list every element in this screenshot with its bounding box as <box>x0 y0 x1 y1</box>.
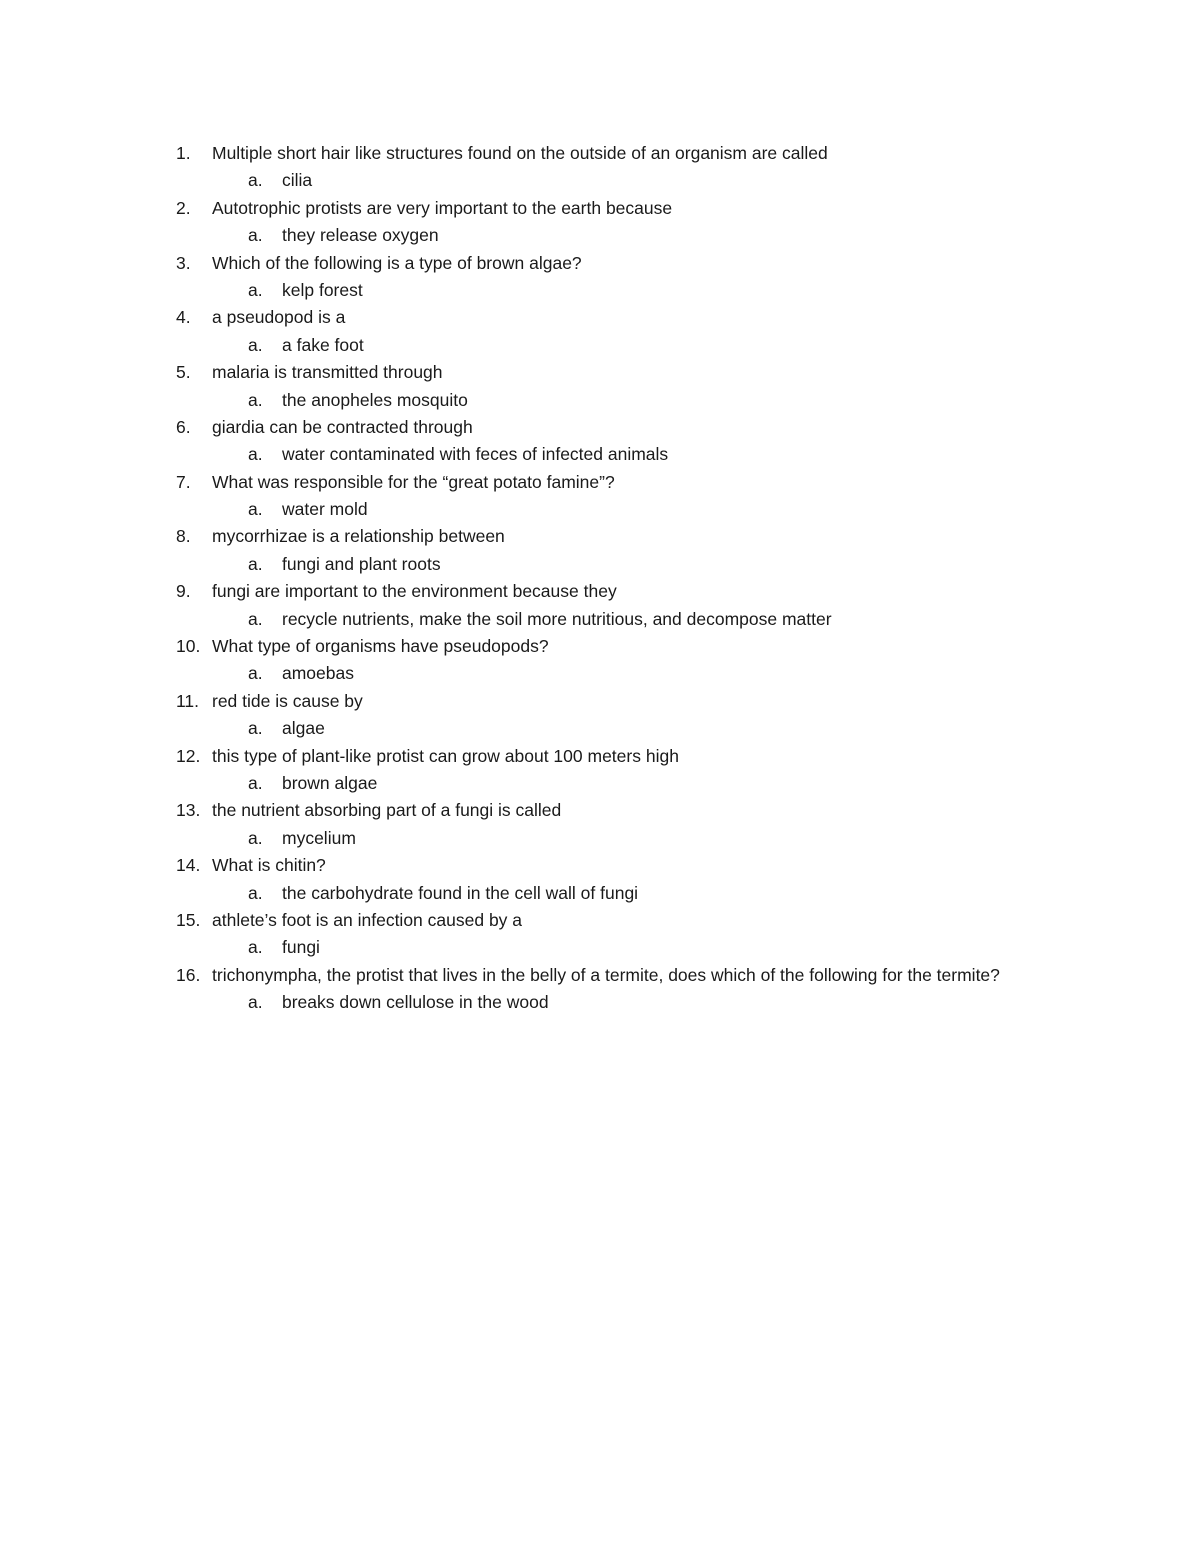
question-number: 13. <box>176 800 201 821</box>
answer-line <box>0 387 1200 414</box>
answer-line <box>0 496 1200 523</box>
answer-letter: a. <box>248 718 263 739</box>
answer-letter: a. <box>248 279 263 300</box>
question-item <box>0 852 1200 907</box>
question-line <box>0 578 1200 605</box>
answer-line <box>0 660 1200 687</box>
question-line <box>0 140 1200 167</box>
question-item <box>0 578 1200 633</box>
answer-letter: a. <box>248 444 263 465</box>
answer-letter: a. <box>248 389 263 410</box>
question-line <box>0 359 1200 386</box>
answer-text: water contaminated with feces of infected animals <box>282 444 669 465</box>
answer-line <box>0 332 1200 359</box>
answer-text: amoebas <box>282 663 354 684</box>
answer-text: breaks down cellulose in the wood <box>282 992 549 1013</box>
question-line <box>0 469 1200 496</box>
answer-text: a fake foot <box>282 334 364 355</box>
answer-line <box>0 715 1200 742</box>
question-item <box>0 523 1200 578</box>
question-item <box>0 688 1200 743</box>
question-item <box>0 140 1200 195</box>
question-text: red tide is cause by <box>212 690 363 711</box>
answer-letter: a. <box>248 937 263 958</box>
question-line <box>0 688 1200 715</box>
answer-line <box>0 606 1200 633</box>
question-line <box>0 962 1200 989</box>
question-item <box>0 414 1200 469</box>
answer-letter: a. <box>248 827 263 848</box>
question-line <box>0 414 1200 441</box>
answer-letter: a. <box>248 225 263 246</box>
question-line <box>0 195 1200 222</box>
answer-letter: a. <box>248 170 263 191</box>
question-text: a pseudopod is a <box>212 307 346 328</box>
question-text: What type of organisms have pseudopods? <box>212 636 549 657</box>
answer-text: algae <box>282 718 325 739</box>
question-list <box>0 140 1200 1017</box>
answer-line <box>0 167 1200 194</box>
question-item <box>0 907 1200 962</box>
question-text: this type of plant-like protist can grow about 100 meters high <box>212 745 679 766</box>
question-line <box>0 523 1200 550</box>
answer-line <box>0 277 1200 304</box>
answer-letter: a. <box>248 608 263 629</box>
answer-line <box>0 880 1200 907</box>
answer-line <box>0 441 1200 468</box>
answer-line <box>0 222 1200 249</box>
question-number: 8. <box>176 526 191 547</box>
answer-line <box>0 989 1200 1016</box>
question-number: 12. <box>176 745 201 766</box>
question-item <box>0 250 1200 305</box>
question-text: Autotrophic protists are very important to the earth because <box>212 197 673 218</box>
question-number: 2. <box>176 197 191 218</box>
question-text: fungi are important to the environment because they <box>212 581 617 602</box>
answer-text: brown algae <box>282 772 378 793</box>
answer-text: cilia <box>282 170 313 191</box>
question-item <box>0 304 1200 359</box>
answer-line <box>0 934 1200 961</box>
question-line <box>0 304 1200 331</box>
question-text: giardia can be contracted through <box>212 416 473 437</box>
answer-text: fungi <box>282 937 320 958</box>
question-number: 4. <box>176 307 191 328</box>
question-line <box>0 907 1200 934</box>
answer-text: water mold <box>282 499 368 520</box>
question-item <box>0 469 1200 524</box>
answer-letter: a. <box>248 553 263 574</box>
question-text: Which of the following is a type of brown algae? <box>212 252 582 273</box>
question-number: 6. <box>176 416 191 437</box>
question-number: 11. <box>176 690 200 711</box>
answer-text: the anopheles mosquito <box>282 389 468 410</box>
question-line <box>0 743 1200 770</box>
answer-text: fungi and plant roots <box>282 553 441 574</box>
question-number: 10. <box>176 636 201 657</box>
question-number: 9. <box>176 581 191 602</box>
answer-text: mycelium <box>282 827 356 848</box>
question-text: the nutrient absorbing part of a fungi is called <box>212 800 562 821</box>
answer-letter: a. <box>248 334 263 355</box>
answer-line <box>0 551 1200 578</box>
question-text: malaria is transmitted through <box>212 362 443 383</box>
question-number: 16. <box>176 964 201 985</box>
question-item <box>0 359 1200 414</box>
answer-line <box>0 770 1200 797</box>
question-item <box>0 633 1200 688</box>
question-line <box>0 633 1200 660</box>
question-item <box>0 797 1200 852</box>
answer-letter: a. <box>248 992 263 1013</box>
question-number: 15. <box>176 909 201 930</box>
answer-letter: a. <box>248 663 263 684</box>
answer-text: kelp forest <box>282 279 363 300</box>
answer-text: recycle nutrients, make the soil more nutritious, and decompose matter <box>282 608 832 629</box>
question-item <box>0 195 1200 250</box>
answer-letter: a. <box>248 772 263 793</box>
question-text: What is chitin? <box>212 855 326 876</box>
question-line <box>0 250 1200 277</box>
question-line <box>0 797 1200 824</box>
question-number: 7. <box>176 471 191 492</box>
question-text: athlete’s foot is an infection caused by a <box>212 909 523 930</box>
question-item <box>0 962 1200 1017</box>
question-text: Multiple short hair like structures found on the outside of an organism are called <box>212 143 828 163</box>
answer-line <box>0 825 1200 852</box>
question-number: 1. <box>176 143 191 163</box>
question-text: mycorrhizae is a relationship between <box>212 526 505 547</box>
question-number: 5. <box>176 362 191 383</box>
answer-text: they release oxygen <box>282 225 439 246</box>
question-number: 3. <box>176 252 191 273</box>
question-text: What was responsible for the “great potato famine”? <box>212 471 615 492</box>
question-text: trichonympha, the protist that lives in the belly of a termite, does which of the following for the termite? <box>212 964 1000 985</box>
answer-text: the carbohydrate found in the cell wall of fungi <box>282 882 639 903</box>
answer-letter: a. <box>248 499 263 520</box>
answer-letter: a. <box>248 882 263 903</box>
question-line <box>0 852 1200 879</box>
question-item <box>0 743 1200 798</box>
question-number: 14. <box>176 855 201 876</box>
